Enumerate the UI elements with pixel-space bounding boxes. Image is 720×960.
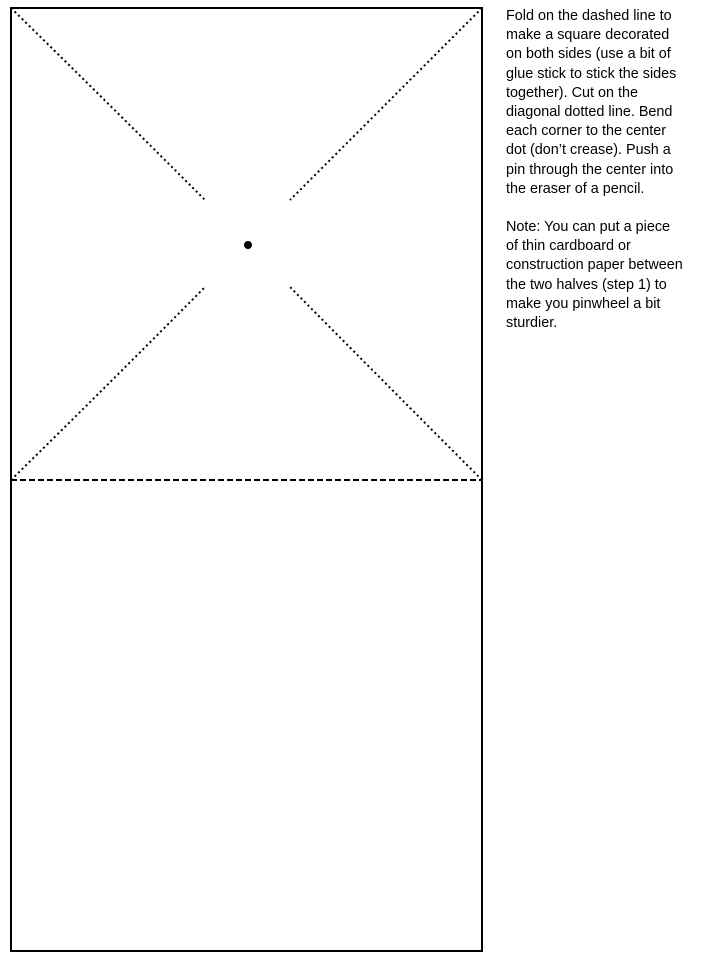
cut-line-bottom-right (290, 287, 482, 480)
cut-line-top-right (290, 8, 482, 200)
instructions-panel (506, 7, 718, 333)
cut-line-bottom-left (11, 287, 205, 480)
instructions-main-text: Fold on the dashed line to make a square decorated on both sides (use a bit of glue stick to stick the sides together). Cut on the diagonal dotted line. Bend each corner to the center dot (don’t crease). Push a pin through the center into the eraser of a pencil. (506, 8, 677, 197)
center-dot (244, 241, 252, 249)
paragraph-gap (506, 199, 718, 218)
cut-line-top-left (11, 8, 205, 200)
instructions-note-text: Note: You can put a piece of thin cardboard or construction paper between the two halves (step 1) to make you pinwheel a bit sturdier. (506, 219, 683, 332)
